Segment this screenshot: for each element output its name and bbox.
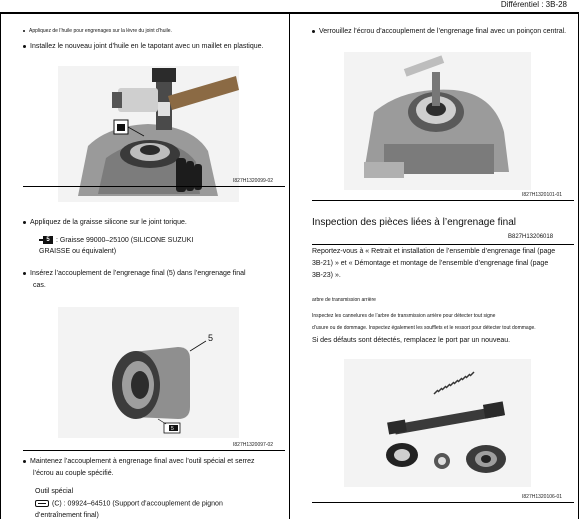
special-tool-line1: (C) : 09924–64510 (Support d’accouplement de pignon [35, 500, 223, 507]
grease-spec-line2: GRAISSE ou équivalent) [39, 248, 117, 255]
callout-5: 5 [208, 333, 214, 343]
step-stake-nut: Verrouillez l’écrou d’accouplement de l’engrenage final avec un poinçon central. [312, 28, 566, 35]
figure-coupling [58, 307, 239, 438]
figure-drive-shaft [344, 359, 531, 487]
step-tighten-nut: Maintenez l’accouplement à engrenage final avec l’outil spécial et serrez [23, 458, 255, 465]
figure-install-oil-seal [58, 66, 239, 202]
reference-line2: 3B-21) » et « Démontage et montage de l’ensemble d’engrenage final (page [312, 260, 549, 267]
inspect-line3: Si des défauts sont détectés, remplacez le port par un nouveau. [312, 337, 511, 344]
page-header-title: Différentiel : 3B-28 [500, 0, 567, 9]
divider [23, 450, 285, 451]
stake-nut-photo [344, 52, 531, 190]
grease-spec-line1: 5 : Graisse 99000–25100 (SILICONE SUZUKI [39, 236, 193, 244]
step-install-seal: Installez le nouveau joint d’huile en le tapotant avec un maillet en plastique. [23, 43, 264, 50]
coupling-photo [58, 307, 239, 438]
inspect-line2: d’usure ou de dommage. Inspectez également les soufflets et le ressort pour détecter tout dommage. [312, 325, 536, 331]
figure-stake-nut [344, 52, 531, 190]
drive-shaft-photo [344, 359, 531, 487]
subsection-title: arbre de transmission arrière [312, 297, 376, 303]
divider [312, 502, 574, 503]
bullet-icon [23, 45, 26, 48]
step-tighten-nut-cont: l’écrou au couple spécifié. [33, 470, 114, 477]
figure3-caption: I827H1320101-01 [522, 192, 563, 198]
bullet-icon [23, 221, 26, 224]
left-column [0, 14, 289, 519]
section-title: Inspection des pièces liées à l’engrenage final [312, 217, 517, 228]
reference-line1: Reportez-vous à « Retrait et installation de l’ensemble d’engrenage final (page [312, 248, 556, 255]
divider [312, 244, 574, 245]
figure1-caption: I827H1320099-02 [233, 178, 274, 184]
section-code: B827H13206018 [508, 234, 554, 240]
bullet-icon [23, 272, 26, 275]
bullet-icon [23, 460, 26, 463]
step-insert-coupling: Insérez l’accouplement de l’engrenage final (5) dans l’engrenage final [23, 270, 246, 277]
figure2-caption: I827H1320097-02 [233, 442, 274, 448]
right-column [290, 14, 579, 519]
figure4-caption: I827H1320106-01 [522, 494, 563, 500]
reference-line3: 3B-23) ». [312, 272, 341, 279]
inspect-line1: Inspectez les cannelures de l’arbre de transmission arrière pour détecter tout signe [312, 313, 496, 319]
divider [312, 200, 574, 201]
oil-seal-photo [58, 66, 239, 202]
special-tool-line2: d’entraînement final) [35, 512, 99, 519]
grease-icon: 5 [39, 236, 53, 244]
bullet-icon [312, 30, 315, 33]
bullet-icon [23, 30, 25, 32]
step-apply-grease: Appliquez de la graisse silicone sur le joint torique. [23, 219, 187, 226]
special-tool-icon [35, 500, 49, 507]
divider [23, 186, 285, 187]
note-oil-lip: Appliquez de l’huile pour engrenages sur la lèvre du joint d’huile. [23, 28, 172, 34]
grease-mark: 5 [171, 426, 174, 432]
special-tool-heading: Outil spécial [35, 488, 74, 495]
step-insert-coupling-cont: cas. [33, 282, 46, 289]
